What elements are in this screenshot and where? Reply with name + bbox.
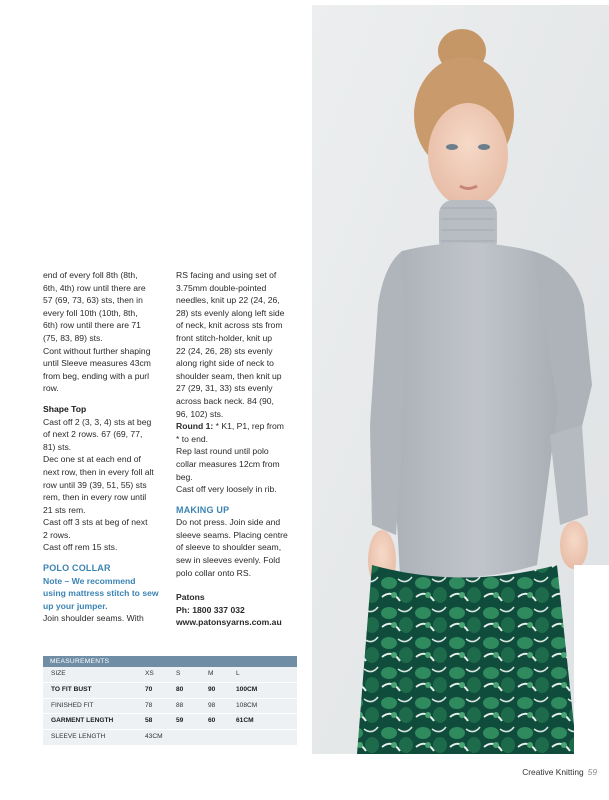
sleeve-length-text: Cont without further shaping until Sleeve measures 43cm from beg, ending with a purl row. — [43, 345, 151, 394]
table-header-cell: SIZE — [51, 670, 66, 677]
making-up-heading: MAKING UP — [176, 504, 230, 515]
table-header-cell: L — [236, 670, 240, 677]
shape-top-heading: Shape Top — [43, 403, 87, 414]
table-cell: 80 — [176, 685, 184, 693]
shape-top-cast-off-rem-text: Cast off rem 15 sts. — [43, 542, 118, 553]
table-cell: 98 — [208, 701, 216, 709]
table-cell: 88 — [176, 701, 184, 709]
table-cell: 70 — [145, 685, 153, 693]
table-cell: 60 — [208, 717, 216, 725]
table-cell: 43CM — [145, 733, 163, 741]
shape-top-cast-off-3-text: Cast off 3 sts at beg of next 2 rows. — [43, 517, 148, 540]
table-header-cell: S — [176, 670, 181, 677]
polo-collar-note: Note – We recommend using mattress stitch to sew up your jumper. — [43, 575, 159, 611]
table-row — [43, 699, 297, 715]
measurements-title: MEASUREMENTS — [43, 656, 297, 667]
polo-collar-heading: POLO COLLAR — [43, 563, 111, 574]
table-header-cell: XS — [145, 670, 154, 677]
table-header-row — [43, 667, 297, 683]
supplier-website: www.patonsyarns.com.au — [176, 617, 282, 628]
making-up-text: Do not press. Join side and sleeve seams. Placing centre of sleeve to shoulder seam, sew in sleeves evenly. Fold polo collar onto RS. — [176, 517, 288, 578]
table-cell: TO FIT BUST — [51, 685, 92, 693]
shape-top-decrease-text: Dec one st at each end of next row, then in every foll alt row until 39 (39, 51, 55) sts rem, then in every row until 21 sts rem. — [43, 454, 154, 515]
polo-collar-join-text: Join shoulder seams. With — [43, 613, 144, 624]
round-1-instructions: * K1, P1, rep from * to end. — [176, 421, 284, 444]
model-photo — [312, 5, 609, 754]
table-cell: 100CM — [236, 685, 258, 693]
magazine-name: Creative Knitting — [522, 767, 584, 777]
table-header-cell: M — [208, 670, 214, 677]
supplier-name: Patons — [176, 592, 205, 603]
table-cell: 78 — [145, 701, 153, 709]
watermark: PassionForum.ru — [520, 783, 603, 794]
table-cell: 59 — [176, 717, 184, 725]
polo-repeat-text: Rep last round until polo collar measures 12cm from beg. — [176, 446, 280, 482]
table-cell: 90 — [208, 685, 216, 693]
measurements-table — [43, 656, 297, 746]
table-row — [43, 683, 297, 699]
page-footer — [522, 767, 597, 777]
round-1-label: Round 1: — [176, 421, 214, 432]
shape-top-cast-off-text: Cast off 2 (3, 3, 4) sts at beg of next 2 rows. 67 (69, 77, 81) sts. — [43, 416, 152, 452]
table-row — [43, 730, 297, 746]
sleeve-increase-text: end of every foll 8th (8th, 6th, 4th) row until there are 57 (69, 73, 63) sts, then in every foll 10th (10th, 8th, 6th) row until there are 71 (75, 83, 89) sts. — [43, 270, 146, 343]
pattern-column-left — [43, 269, 173, 625]
pattern-column-middle — [176, 269, 298, 629]
supplier-phone: Ph: 1800 337 032 — [176, 604, 245, 615]
table-cell: 58 — [145, 717, 153, 725]
page-number: 59 — [587, 767, 597, 777]
table-cell: FINISHED FIT — [51, 701, 94, 709]
polo-collar-pickup-text: RS facing and using set of 3.75mm double-pointed needles, knit up 22 (24, 26, 28) sts evenly along left side of neck, knit across sts from front stitch-holder, knit up 22 (24, 26, 28) sts evenly along right side of neck to shoulder seam, then knit up 27 (29, 31, 33) sts evenly across back neck. 84 (90, 96, 102) sts. — [176, 270, 285, 419]
table-cell: 61CM — [236, 717, 254, 725]
polo-cast-off-text: Cast off very loosely in rib. — [176, 484, 277, 495]
table-row — [43, 714, 297, 730]
round-1-text — [176, 420, 298, 445]
table-cell: GARMENT LENGTH — [51, 717, 114, 725]
table-cell: 108CM — [236, 701, 258, 709]
table-cell: SLEEVE LENGTH — [51, 733, 106, 741]
